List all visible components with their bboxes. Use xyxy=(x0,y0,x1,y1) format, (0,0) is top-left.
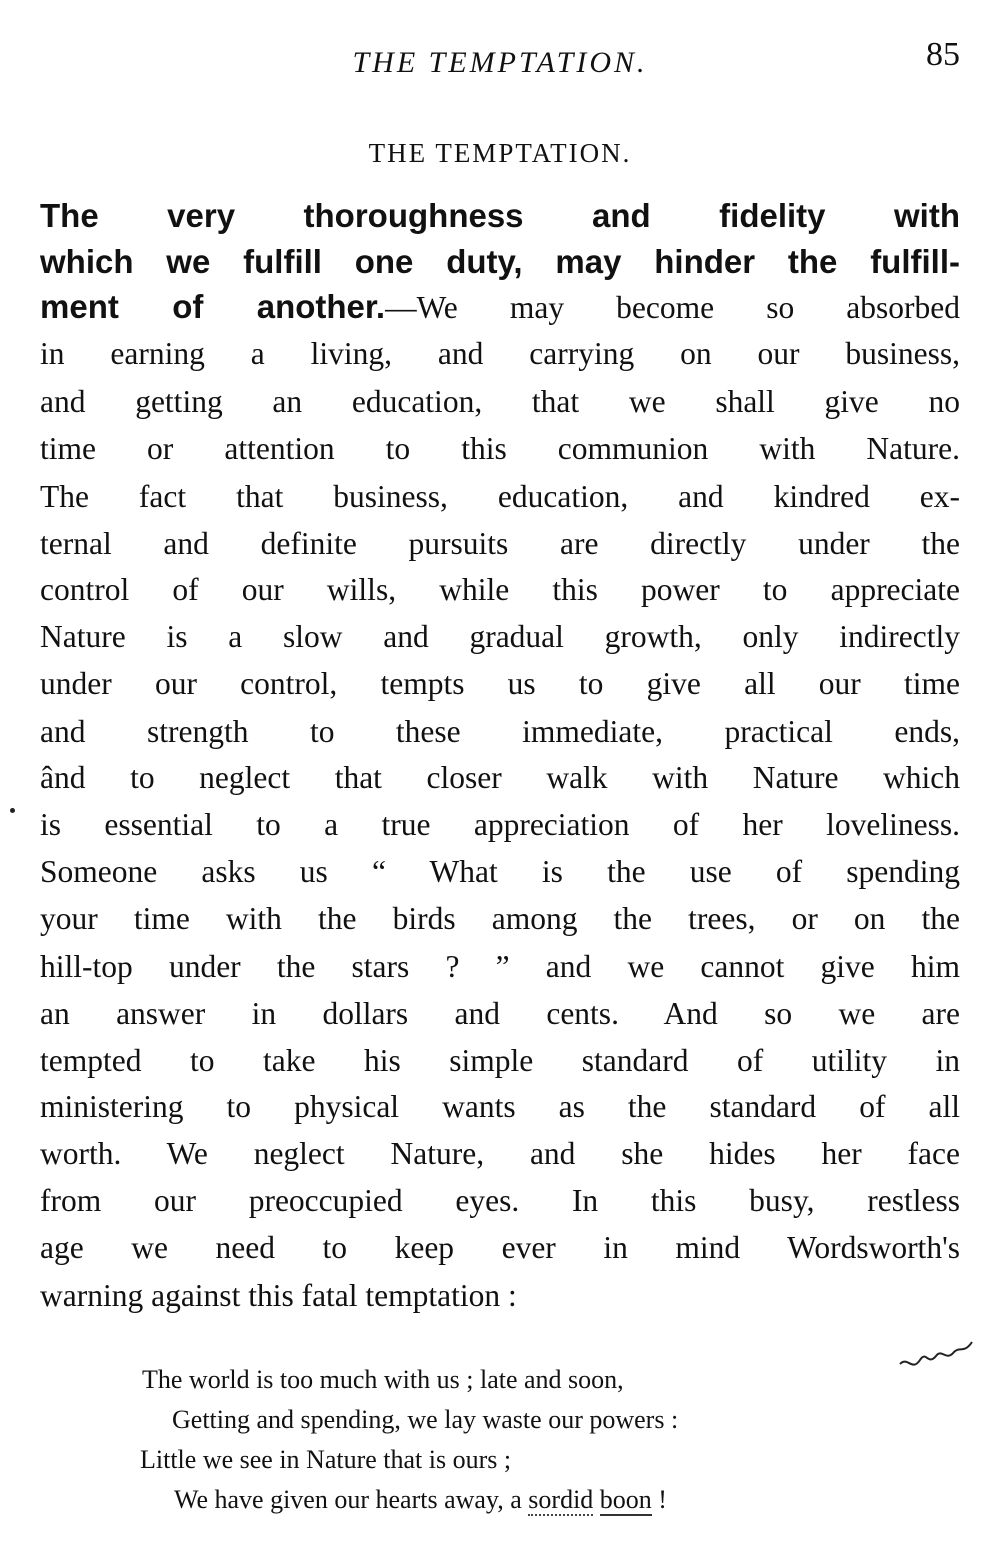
poem-line-2: Getting and spending, we lay waste our powers : xyxy=(172,1405,679,1434)
section-title: THE TEMPTATION. xyxy=(368,138,632,168)
body-line-3 xyxy=(40,284,960,330)
poem-line-1: The world is too much with us ; late and soon, xyxy=(142,1365,624,1394)
running-head: THE TEMPTATION. xyxy=(352,46,648,79)
body-line-19: tempted to take his simple standard of utility in xyxy=(40,1043,960,1078)
body-line-14: is essential to a true appreciation of her loveliness. xyxy=(40,807,960,842)
body-line-4: in earning a living, and carrying on our business, xyxy=(40,336,960,371)
poem-line-4 xyxy=(174,1480,667,1520)
body-line-18: an answer in dollars and cents. And so we are xyxy=(40,996,960,1031)
body-line-3-rest: —We may become so absorbed xyxy=(385,290,960,325)
body-line-12: and strength to these immediate, practical ends, xyxy=(40,714,960,749)
body-line-11: under our control, tempts us to give all our time xyxy=(40,666,960,701)
body-line-20: ministering to physical wants as the standard of all xyxy=(40,1089,960,1124)
body-line-1: The very thoroughness and fidelity with xyxy=(40,197,960,234)
poem-line-4-start: We have given our hearts away, a xyxy=(174,1485,529,1514)
page-number: 85 xyxy=(926,36,960,73)
stray-ink-dot xyxy=(10,808,15,813)
poem-word-sordid: sordid xyxy=(528,1485,594,1514)
body-line-9: control of our wills, while this power to appreciate xyxy=(40,572,960,607)
poem-line-4-end: ! xyxy=(651,1485,667,1514)
body-line-24: warning against this fatal temptation : xyxy=(40,1278,517,1313)
body-line-7: The fact that business, education, and kindred ex- xyxy=(40,479,960,514)
body-line-17: hill-top under the stars ? ” and we cannot give him xyxy=(40,949,960,984)
body-line-22: from our preoccupied eyes. In this busy, restless xyxy=(40,1183,960,1218)
poem-word-boon: boon xyxy=(599,1485,652,1514)
body-line-15: Someone asks us “ What is the use of spending xyxy=(40,854,960,889)
body-line-16: your time with the birds among the trees, or on the xyxy=(40,901,960,936)
body-line-8: ternal and definite pursuits are directly under the xyxy=(40,526,960,561)
margin-scribble-mark xyxy=(898,1336,978,1376)
body-line-23: age we need to keep ever in mind Wordsworth's xyxy=(40,1230,960,1265)
body-line-21: worth. We neglect Nature, and she hides her face xyxy=(40,1136,960,1171)
body-line-13: ând to neglect that closer walk with Nature which xyxy=(40,760,960,795)
body-line-3-bold: ment of another. xyxy=(40,288,386,325)
body-line-10: Nature is a slow and gradual growth, only indirectly xyxy=(40,619,960,654)
poem-line-3: Little we see in Nature that is ours ; xyxy=(140,1445,512,1474)
body-line-2: which we fulfill one duty, may hinder the fulfill- xyxy=(40,243,960,280)
body-line-6: time or attention to this communion with Nature. xyxy=(40,431,960,466)
body-line-5: and getting an education, that we shall give no xyxy=(40,384,960,419)
